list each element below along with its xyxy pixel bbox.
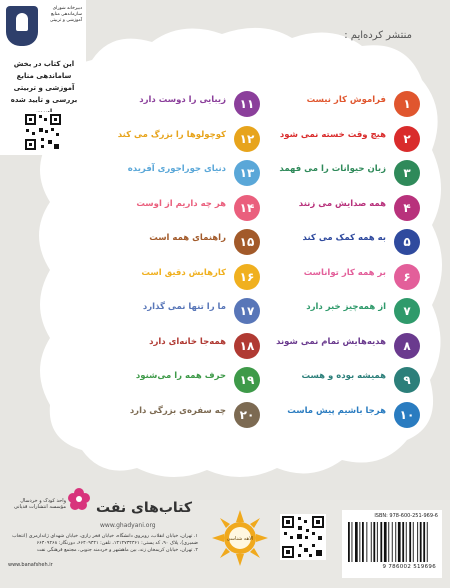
barcode-icon (346, 522, 438, 562)
book-item (70, 195, 260, 217)
book-number-badge: ۱۱ (234, 91, 260, 117)
book-title: هرجا باشیم پیش ماست (287, 405, 386, 416)
book-item (70, 298, 260, 320)
book-number-badge: ۲۰ (234, 402, 260, 428)
book-title: به همه کمک می کند (302, 233, 386, 243)
book-number-badge: ۱۳ (234, 160, 260, 186)
barcode-digits: 9 786002 519696 (382, 564, 436, 570)
book-title: همیشه بوده و هست (301, 371, 386, 381)
publisher-logo-flower-icon (68, 488, 90, 510)
book-number-badge: ۱۷ (234, 298, 260, 324)
book-item (70, 264, 260, 286)
book-title: همه صدایش می زنند (298, 198, 386, 209)
book-item (70, 333, 260, 355)
qr-code-icon (280, 514, 326, 560)
book-item (70, 229, 260, 251)
book-number-badge: ۲ (394, 126, 420, 152)
book-title: کوچولوها را بزرگ می کند (117, 129, 226, 140)
badge-text: این کتاب در بخش ساماندهی منابع آموزشی و تربیتی بررسی و تایید شده (10, 60, 78, 104)
book-title: هدیه‌هایش تمام نمی شوند (276, 336, 386, 347)
badge-small-text: دبیرخانه شورای سازماندهی منابع آموزشی و تربیتی (49, 6, 82, 23)
series-sun-logo-icon (212, 510, 268, 566)
book-title: چه سفره‌ی بزرگی دارد (129, 405, 226, 416)
book-item (70, 126, 260, 148)
publisher-name: کتاب‌های نفت (96, 500, 193, 516)
book-number-badge: ۱۹ (234, 367, 260, 393)
badge-qr-code-icon (23, 112, 63, 152)
book-title: دنیای جوراجوری آفریده (127, 164, 226, 174)
publisher-website-2[interactable]: www.banafsheh.ir (8, 562, 53, 568)
book-title: حرف همه را می‌شنود (135, 371, 226, 381)
book-number-badge: ۸ (394, 333, 420, 359)
book-number-badge: ۷ (394, 298, 420, 324)
book-number-badge: ۵ (394, 229, 420, 255)
address-line-2: ۲. تهران، خیابان کریمخان زند، بین ماهشهر و خردمند جنوبی، مجتمع فرهنگی نفت (36, 548, 198, 553)
isbn-label: ISBN: 978-600-251-969-6 (374, 513, 438, 519)
book-title: همه‌جا خانه‌ای دارد (149, 336, 226, 347)
publisher-unit: واحد کودک و خردسال مؤسسه انتشارات قدیانی (13, 498, 66, 510)
book-number-badge: ۱۶ (234, 264, 260, 290)
book-title: هیچ وقت خسته نمی شود (279, 129, 386, 140)
book-number-badge: ۱۴ (234, 195, 260, 221)
book-number-badge: ۱۵ (234, 229, 260, 255)
book-item (70, 367, 260, 389)
book-item (70, 91, 260, 113)
book-number-badge: ۱۸ (234, 333, 260, 359)
book-number-badge: ۱ (394, 91, 420, 117)
book-number-badge: ۳ (394, 160, 420, 186)
book-title: ما را تنها نمی گذارد (142, 302, 226, 312)
address-line-1: ۱. تهران، خیابان انقلاب، روبروی دانشگاه، خیابان فخر رازی، خیابان شهدای ژاندارمری (انتخاب ضمیری)، پلاک ۹۰، کد پستی: ۱۳۱۴۷۳۴۳۶۱، تلفن: ۶۶۴۰۹۴۴۱، دورنگار: ۶۶۴۰۹۲۶۸ (12, 534, 198, 546)
book-number-badge: ۶ (394, 264, 420, 290)
book-number-badge: ۱۲ (234, 126, 260, 152)
book-title: زیبایی را دوست دارد (139, 95, 226, 105)
series-note: الاهه شناسی (226, 536, 254, 542)
book-item (70, 402, 260, 424)
book-number-badge: ۴ (394, 195, 420, 221)
book-number-badge: ۹ (394, 367, 420, 393)
book-title: فراموش کار نیست (306, 95, 386, 105)
book-title: کارهایش دقیق است (141, 267, 226, 278)
page-title: منتشر کرده‌ایم : (344, 30, 412, 41)
book-number-badge: ۱۰ (394, 402, 420, 428)
book-title: راهنمای همه است (149, 233, 226, 243)
book-item (70, 160, 260, 182)
emblem-icon (6, 6, 38, 46)
book-title: زبان حیوانات را می فهمد (279, 164, 386, 174)
publisher-website[interactable]: www.ghadyani.org (100, 522, 156, 529)
book-title: بر همه کار تواناست (303, 267, 386, 278)
publisher-address (8, 533, 198, 554)
book-title: هر چه داریم از اوست (136, 198, 226, 209)
book-title: از همه‌چیز خبر دارد (306, 302, 386, 312)
